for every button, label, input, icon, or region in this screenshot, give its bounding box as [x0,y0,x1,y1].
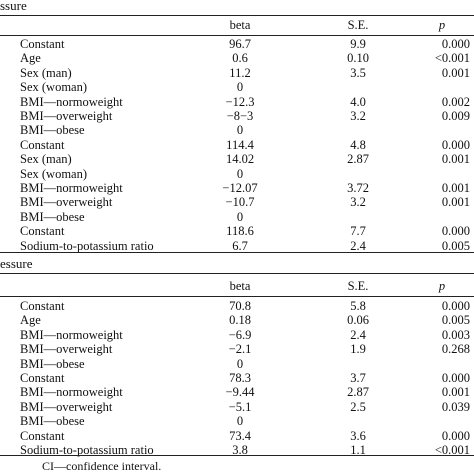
row-label: Constant [20,371,65,385]
se-value: 1.1 [350,443,366,457]
p-value: 0.039 [441,399,470,414]
row-label: Sodium-to-potassium ratio [20,443,154,457]
se-value: 2.5 [350,399,366,414]
table-row [0,224,474,238]
table-row [0,167,474,181]
table-row [0,123,474,137]
p-value: 0.001 [441,195,470,210]
beta-value: 0 [236,414,244,429]
beta-value: 6.7 [232,238,248,253]
beta-value: 114.4 [226,137,254,152]
beta-value: 0 [236,123,244,138]
row-label: BMI—normoweight [20,181,123,195]
table-row [0,152,474,166]
row-label: Sex (woman) [20,80,87,95]
row-label: Sex (man) [20,152,72,167]
se-value: 4.8 [350,137,366,152]
p-value: 0.001 [441,385,470,400]
row-label: Constant [20,224,65,239]
table-row [0,109,474,123]
table-row [0,239,474,253]
se-value: 1.9 [350,342,366,357]
row-label: BMI—normoweight [20,327,123,342]
row-label: BMI—overweight [20,195,113,210]
beta-value: 0.18 [229,313,251,328]
beta-value: −2.1 [228,342,252,357]
beta-value: 70.8 [229,299,251,313]
se-value: 3.2 [350,109,366,123]
p-value: 0.001 [441,181,470,195]
beta-value: −5.1 [228,399,252,414]
beta-value: 0 [236,356,244,371]
table-row [0,371,474,385]
rule-header-1 [0,35,474,36]
se-value: 2.4 [350,238,366,253]
se-value: 4.0 [350,94,366,109]
table-row [0,210,474,224]
table-row [0,328,474,342]
p-value: 0.000 [441,37,470,51]
table-row [0,313,474,327]
table-row [0,357,474,371]
table-row [0,414,474,428]
row-label: Age [20,313,41,328]
beta-value: 78.3 [229,371,251,385]
table-row [0,385,474,399]
beta-value: −12.3 [225,94,255,109]
p-value: 0.000 [441,299,470,313]
beta-value: 118.6 [226,224,254,239]
p-value: 0.001 [441,152,470,167]
row-label: Constant [20,428,65,443]
section-title-1: ssure [0,0,27,13]
header-p: p [438,279,446,293]
beta-value: 0 [236,209,244,224]
beta-value: 73.4 [229,428,251,443]
se-value: 5.8 [350,299,366,313]
row-label: Sodium-to-potassium ratio [20,238,154,253]
se-value: 3.72 [347,181,369,195]
beta-value: 96.7 [229,37,251,51]
beta-value: 0 [236,80,244,95]
beta-value: 0.6 [232,51,248,66]
row-label: BMI—normoweight [20,385,123,400]
beta-value: 11.2 [229,65,251,80]
p-value: 0.003 [441,327,470,342]
p-value: 0.005 [441,313,470,328]
beta-value: 0 [236,166,244,181]
se-value: 9.9 [350,37,366,51]
header-beta: beta [229,279,251,293]
p-value: <0.001 [434,443,470,457]
p-value: 0.268 [441,342,470,357]
p-value: 0.000 [441,371,470,385]
row-label: BMI—overweight [20,399,113,414]
row-label: BMI—obese [20,209,85,224]
beta-value: −12.07 [222,181,258,195]
table-row [0,138,474,152]
se-value: 3.2 [350,195,366,210]
row-label: Constant [20,137,65,152]
rule-bottom-2 [0,455,474,456]
se-value: 7.7 [350,224,366,239]
table-row [0,429,474,443]
table-row [0,51,474,65]
table-row [0,195,474,209]
header-row-2 [0,279,474,293]
table-row [0,299,474,313]
footnote: CI—confidence interval. [42,459,162,473]
p-value: 0.000 [441,137,470,152]
rule-header-2 [0,296,474,297]
row-label: Constant [20,37,65,51]
section-title-2: essure [0,256,33,271]
row-label: Constant [20,299,65,313]
row-label: BMI—overweight [20,109,113,123]
row-label: BMI—overweight [20,342,113,357]
beta-value: −6.9 [228,327,252,342]
rule-bottom-1 [0,252,474,253]
header-beta: beta [229,18,251,32]
header-se: S.E. [347,279,369,293]
rule-top-2 [0,273,474,274]
beta-value: 3.8 [232,443,248,457]
se-value: 0.10 [347,51,369,66]
p-value: 0.000 [441,224,470,239]
se-value: 3.6 [350,428,366,443]
row-label: BMI—obese [20,356,85,371]
row-label: Sex (man) [20,65,72,80]
header-p: p [438,18,446,32]
p-value: 0.009 [441,109,470,123]
se-value: 2.87 [347,152,369,167]
row-label: BMI—obese [20,123,85,138]
header-se: S.E. [347,18,369,32]
p-value: 0.000 [441,428,470,443]
p-value: 0.001 [441,65,470,80]
table-row [0,37,474,51]
p-value: 0.002 [441,94,470,109]
beta-value: −8−3 [226,109,254,123]
row-label: BMI—obese [20,414,85,429]
se-value: 0.06 [347,313,369,328]
table-row [0,66,474,80]
table-row [0,80,474,94]
se-value: 3.5 [350,65,366,80]
rule-top-1 [0,15,474,16]
row-label: Sex (woman) [20,166,87,181]
beta-value: −9.44 [225,385,255,400]
header-row-1 [0,18,474,32]
beta-value: 14.02 [225,152,255,167]
table-row [0,181,474,195]
se-value: 3.7 [350,371,366,385]
table-row [0,400,474,414]
table-row [0,342,474,356]
row-label: Age [20,51,41,66]
se-value: 2.87 [347,385,369,400]
table-row [0,95,474,109]
row-label: BMI—normoweight [20,94,123,109]
p-value: <0.001 [434,51,470,66]
beta-value: −10.7 [225,195,255,210]
p-value: 0.005 [441,238,470,253]
se-value: 2.4 [350,327,366,342]
